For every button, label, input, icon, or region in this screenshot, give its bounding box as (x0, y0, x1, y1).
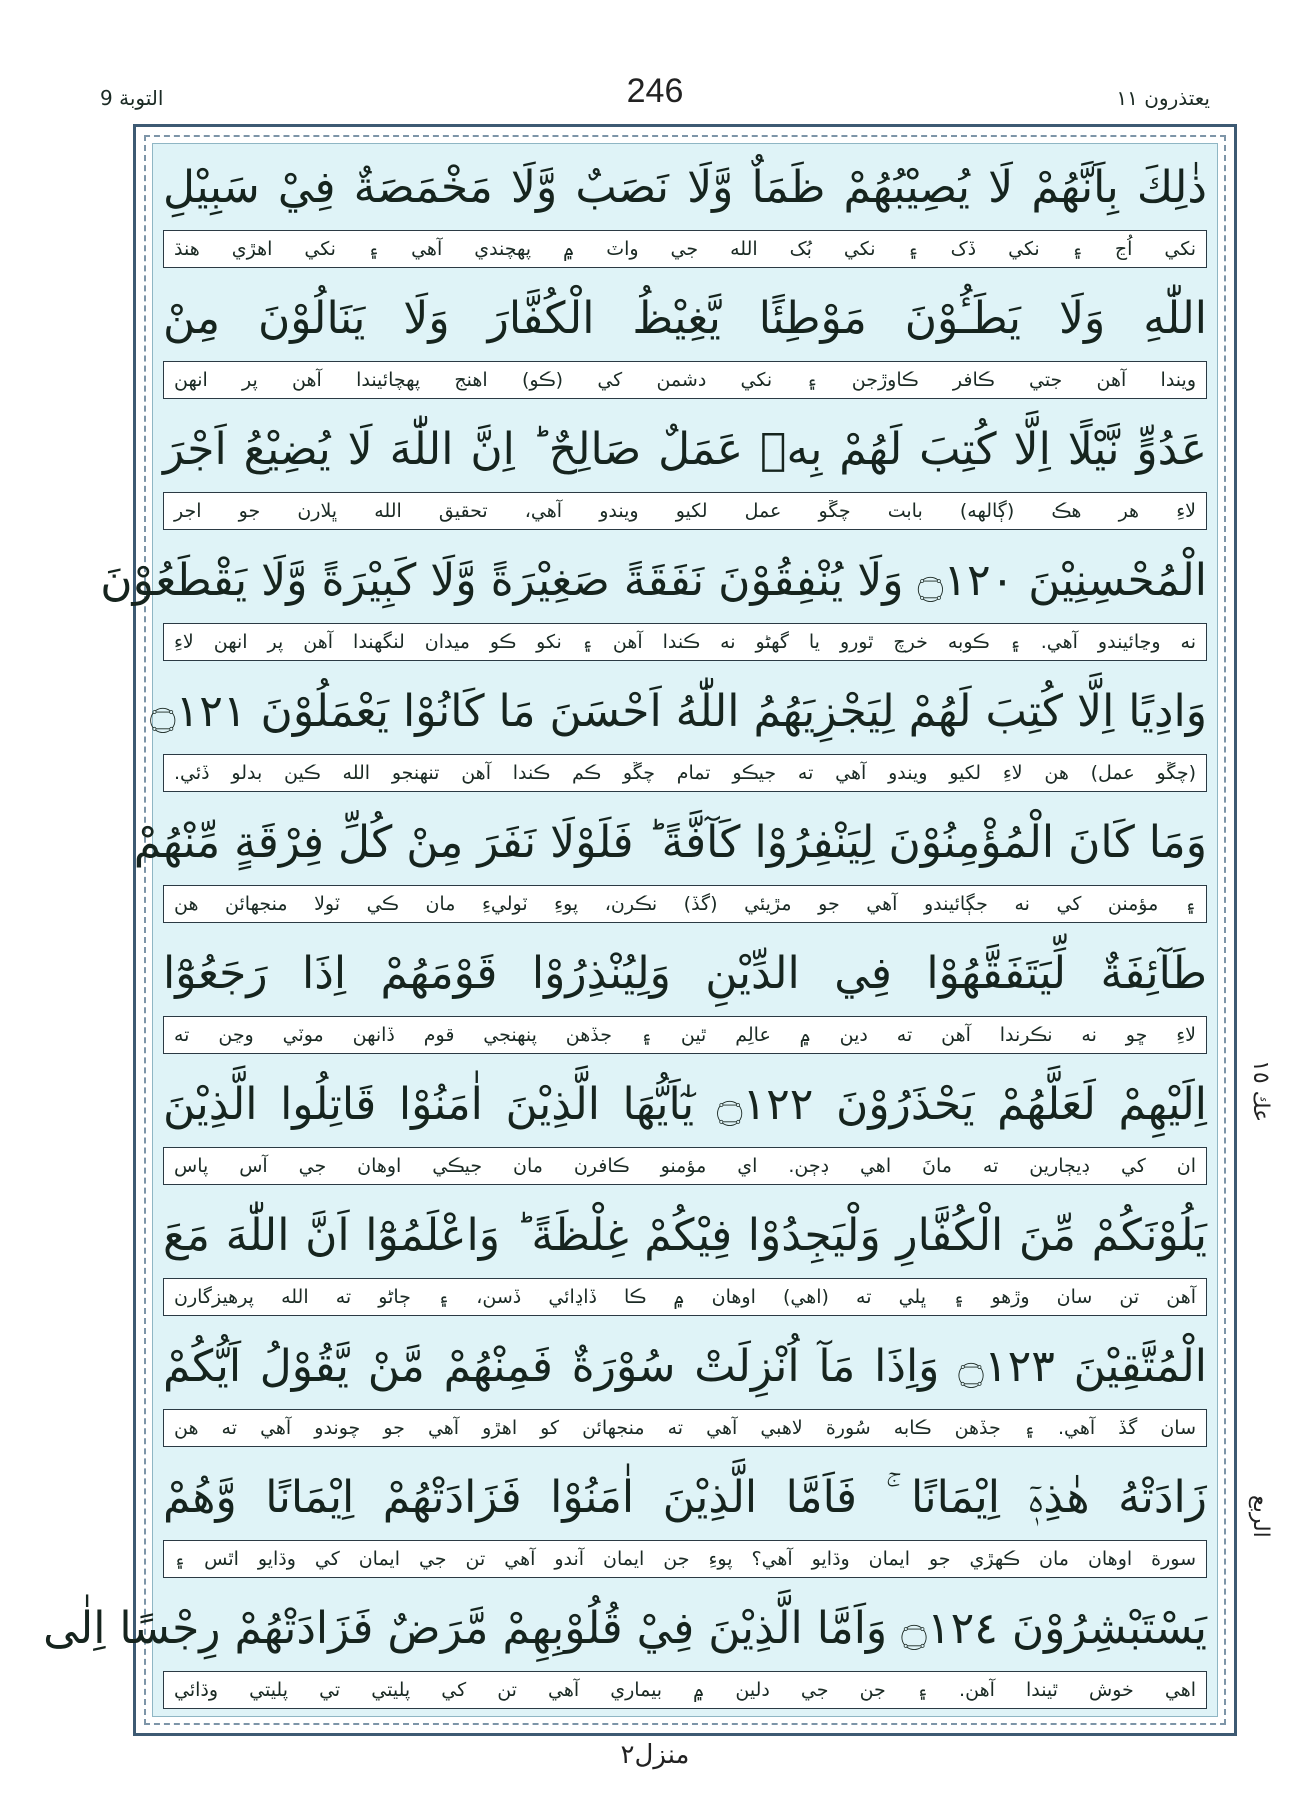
arabic-line: الْمُحْسِنِيْنَ ۝١٢٠ وَلَا يُنْفِقُوْنَ نَفَقَةً صَغِيْرَةً وَّلَا كَبِيْرَةً وَّلَا يَقْطَعُوْنَ (100, 555, 1207, 606)
arabic-line: اللّٰهِ وَلَا يَطَـُٔوْنَ مَوْطِئًا يَّغِيْظُ الْكُفَّارَ وَلَا يَنَالُوْنَ مِنْ (163, 293, 1207, 344)
arabic-line: اِلَيْهِمْ لَعَلَّهُمْ يَحْذَرُوْنَ ۝١٢٢ يٰٓاَيُّهَا الَّذِيْنَ اٰمَنُوْا قَاتِلُوا الَّذِيْنَ (163, 1079, 1207, 1130)
manzil-footer: منزل٢ (620, 1740, 690, 1770)
translation-line: نکي اُڃ ۽ نکي ڏک ۽ نکي بُک الله جي واٽ ۾ پهچندي آهي ۽ نکي اهڙي هنڌ (163, 230, 1207, 268)
translation-line: لاءِ ڇو نه نڪرندا آهن ته دين ۾ عالِم ٿين ۽ جڏهن پنهنجي قوم ڏانهن موٽي وڃن ته (163, 1016, 1207, 1054)
translation-line: نه وڃائيندو آهي. ۽ ڪوبه خرچ ٿورو يا گهڻو نه ڪندا آهن ۽ نکو ڪو ميدان لنگهندا آهن پر انهن لاءِ (163, 623, 1207, 661)
juz-name: يعتذرون ١١ (1116, 86, 1210, 110)
arabic-line: وَمَا كَانَ الْمُؤْمِنُوْنَ لِيَنْفِرُوْا كَآفَّةً ؕ فَلَوْلَا نَفَرَ مِنْ كُلِّ فِرْقَةٍ مِّنْهُمْ (133, 817, 1207, 868)
translation-line: آهن تن سان وڙهو ۽ ڀلي ته (اهي) اوهان ۾ ڪا ڏاڍائي ڏسن، ۽ ڄاڻو ته الله پرهيزگارن (163, 1278, 1207, 1316)
arabic-line: يَسْتَبْشِرُوْنَ ۝١٢٤ وَاَمَّا الَّذِيْنَ فِيْ قُلُوْبِهِمْ مَّرَضٌ فَزَادَتْهُمْ رِجْسًا اِلٰى (43, 1603, 1207, 1654)
arabic-line: عَدُوٍّ نَّيْلًا اِلَّا كُتِبَ لَهُمْ بِهٖ عَمَلٌ صَالِحٌ ؕ اِنَّ اللّٰهَ لَا يُضِيْعُ اَجْرَ (163, 424, 1207, 475)
translation-line: (چڱو عمل) هن لاءِ لکيو ويندو آهي ته جيڪو تمام چڱو ڪم ڪندا آهن تنهنجو الله ڪين بدلو ڏئي. (163, 754, 1207, 792)
translation-line: ان کي ڊيڄارين ته مانَ اهي ڊڄن. اي مؤمنو ڪافرن مان جيڪي اوهان جي آس پاس (163, 1147, 1207, 1185)
arabic-line: وَادِيًا اِلَّا كُتِبَ لَهُمْ لِيَجْزِيَهُمُ اللّٰهُ اَحْسَنَ مَا كَانُوْا يَعْمَلُوْنَ ۝١٢١ (149, 686, 1207, 737)
arabic-line: الْمُتَّقِيْنَ ۝١٢٣ وَاِذَا مَآ اُنْزِلَتْ سُوْرَةٌ فَمِنْهُمْ مَّنْ يَّقُوْلُ اَيُّكُمْ (163, 1341, 1207, 1392)
translation-line: ويندا آهن جتي ڪافر ڪاوڙجن ۽ نکي دشمن کي (ڪو) اهنج پهچائيندا آهن پر انهن (163, 361, 1207, 399)
arabic-line: زَادَتْهُ هٰذِهٖٓ اِيْمَانًا ۚ فَاَمَّا الَّذِيْنَ اٰمَنُوْا فَزَادَتْهُمْ اِيْمَانًا وَّهُمْ (163, 1472, 1207, 1523)
translation-line: سان گڏ آهي. ۽ جڏهن ڪابه سُورة لاهبي آهي ته منجهائن کو اهڙو آهي جو چوندو آهي ته هن (163, 1409, 1207, 1447)
page-header (100, 72, 1210, 118)
arabic-line: طَآئِفَةٌ لِّيَتَفَقَّهُوْا فِي الدِّيْنِ وَلِيُنْذِرُوْا قَوْمَهُمْ اِذَا رَجَعُوْٓا (163, 948, 1207, 999)
page-number: 246 (626, 72, 684, 110)
translation-line: ۽ مؤمنن کي نه جڳائيندو آهي جو مڙيئي (گڏ) نڪرن، پوءِ ٽوليءِ مان ڪي ٽولا منجهائن هن (163, 885, 1207, 923)
text-panel (43, 143, 1218, 1717)
translation-line: لاءِ هر هڪ (ڳالهه) بابت چڱو عمل لکيو ويندو آهي، تحقيق الله ڀلارن جو اجر (163, 492, 1207, 530)
translation-line: سورة اوهان مان ڪهڙي جو ايمان وڌايو آهي؟ پوءِ جن ايمان آندو آهي تن جي ايمان کي وڌايو اٿس ۽ (163, 1540, 1207, 1578)
arabic-line: يَلُوْنَكُمْ مِّنَ الْكُفَّارِ وَلْيَجِدُوْا فِيْكُمْ غِلْظَةً ؕ وَاعْلَمُوْٓا اَنَّ اللّٰهَ مَعَ (163, 1210, 1207, 1261)
ruku-marker: عك ١٥ (1248, 1060, 1273, 1123)
arabic-line: ذٰلِكَ بِاَنَّهُمْ لَا يُصِيْبُهُمْ ظَمَاٌ وَّلَا نَصَبٌ وَّلَا مَخْمَصَةٌ فِيْ سَبِيْلِ (163, 162, 1207, 213)
translation-line: اهي خوش ٿيندا آهن. ۽ جن جي دلين ۾ بيماري آهي تن کي پليتي تي پليتي وڌائي (163, 1671, 1207, 1709)
rub-marker: الربع (1248, 1495, 1273, 1538)
surah-name: التوبة 9 (100, 86, 164, 110)
page-frame (43, 124, 1237, 1736)
